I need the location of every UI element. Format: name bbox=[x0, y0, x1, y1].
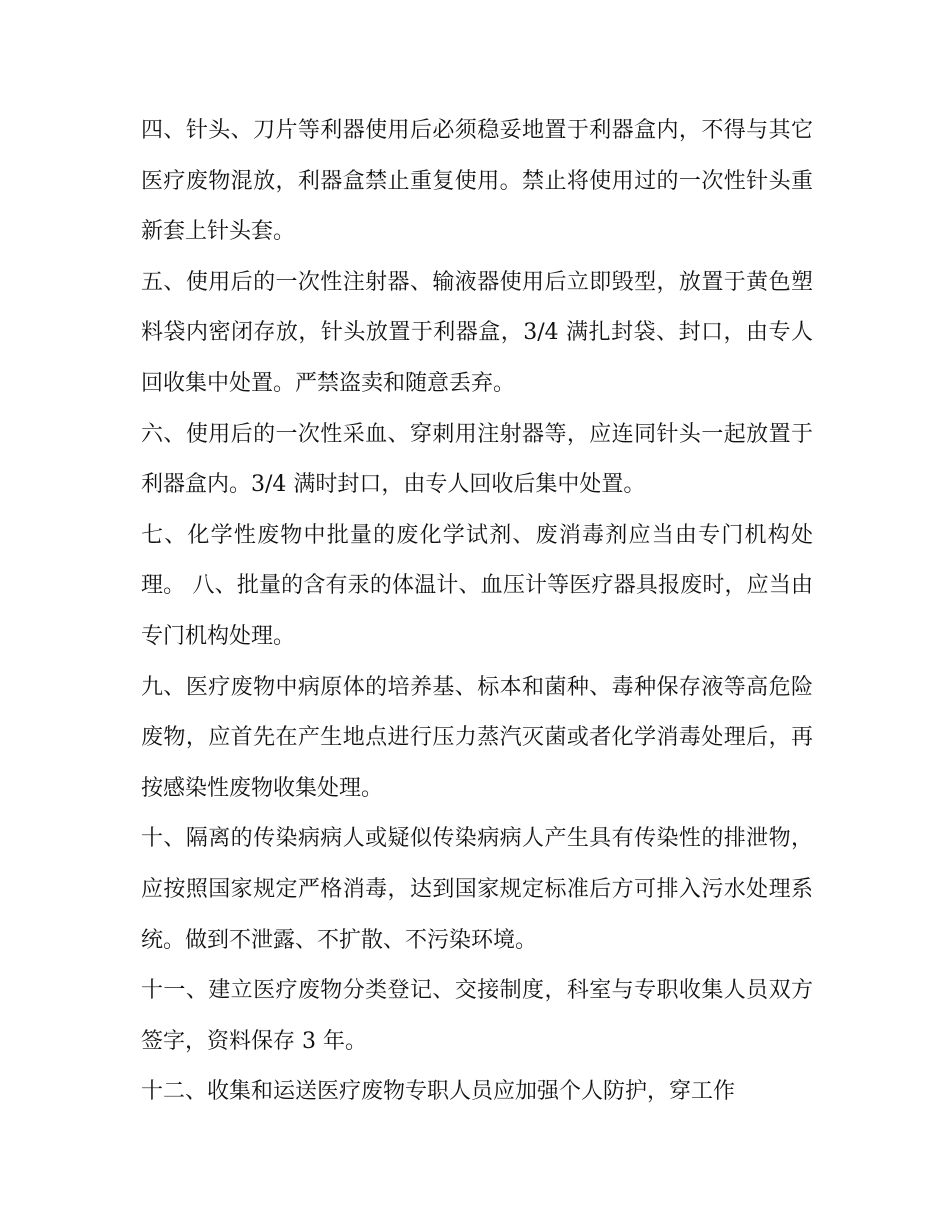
paragraph-12: 十二、收集和运送医疗废物专职人员应加强个人防护，穿工作 bbox=[141, 1079, 736, 1105]
paragraph-5: 五、使用后的一次性注射器、输液器使用后立即毁型，放置于黄色塑料袋内密闭存放，针头放置于利器盒，3/4 满扎封袋、封口，由专人回收集中处置。严禁盗卖和随意丢弃。 bbox=[141, 269, 813, 396]
paragraph-11: 十一、建立医疗废物分类登记、交接制度，科室与专职收集人员双方签字，资料保存 3 年。 bbox=[141, 978, 813, 1054]
paragraph-6: 六、使用后的一次性采血、穿刺用注射器等，应连同针头一起放置于利器盒内。3/4 满时封口，由专人回收后集中处置。 bbox=[141, 421, 813, 498]
paragraph-9: 九、医疗废物中病原体的培养基、标本和菌种、毒种保存液等高危险废物，应首先在产生地点进行压力蒸汽灭菌或者化学消毒处理后，再按感染性废物收集处理。 bbox=[141, 674, 813, 801]
paragraph-10: 十、隔离的传染病病人或疑似传染病病人产生具有传染性的排泄物，应按照国家规定严格消毒，达到国家规定标准后方可排入污水处理系统。做到不泄露、不扩散、不污染环境。 bbox=[141, 826, 813, 953]
document-body bbox=[141, 106, 813, 1118]
paragraph-7-8: 七、化学性废物中批量的废化学试剂、废消毒剂应当由专门机构处理。 八、批量的含有汞的体温计、血压计等医疗器具报废时，应当由专门机构处理。 bbox=[141, 522, 813, 649]
paragraph-4: 四、针头、刀片等利器使用后必须稳妥地置于利器盒内，不得与其它医疗废物混放，利器盒禁止重复使用。禁止将使用过的一次性针头重新套上针头套。 bbox=[141, 118, 813, 245]
